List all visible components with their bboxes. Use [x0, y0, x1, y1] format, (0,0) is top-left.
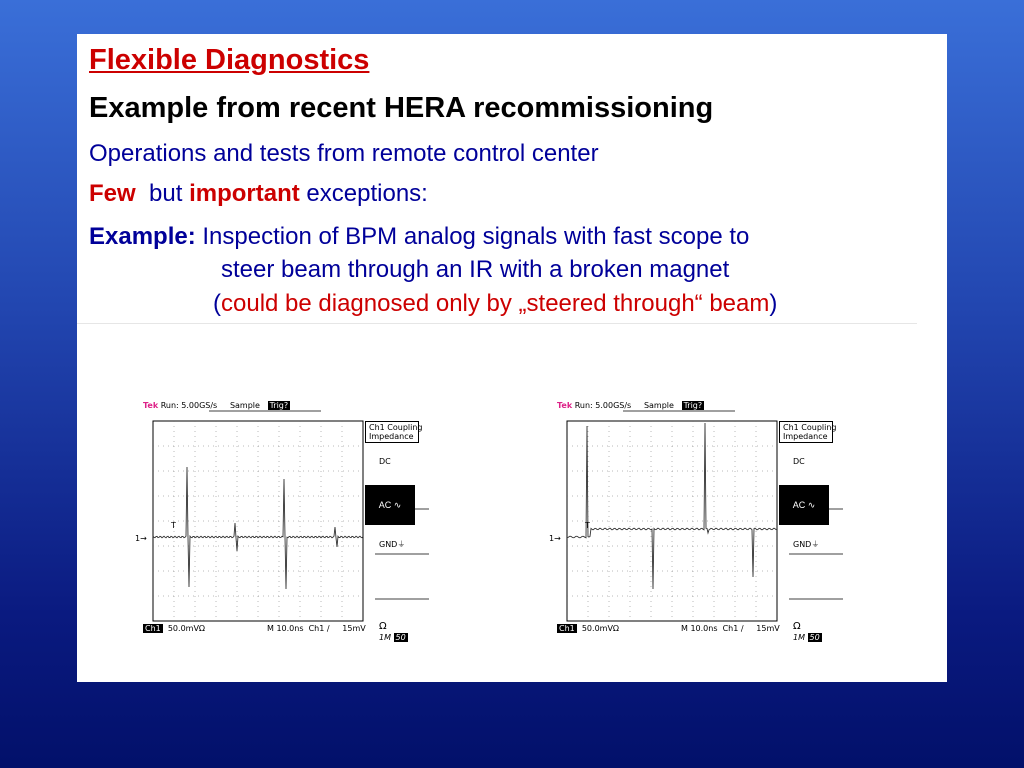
coupling-title: Ch1 Coupling — [369, 423, 423, 432]
gnd-option: GND⏚ — [379, 540, 406, 549]
example-text: Inspection of BPM analog signals with fast scope to — [202, 223, 750, 250]
coupling-header — [365, 421, 423, 443]
trigger-status: Trig? — [683, 401, 703, 410]
impedance-option: 1M 50 — [793, 633, 820, 642]
scope-header — [557, 401, 704, 410]
example-note-text: could be diagnosed only by „steered through“ beam — [221, 290, 770, 317]
divider — [77, 323, 917, 324]
trigger-source: Ch1 ∕ — [722, 624, 744, 633]
word-important: important — [189, 180, 300, 207]
run-rate: Run: 5.00GS/s — [160, 401, 218, 410]
time-per-div: M 10.0ns — [267, 624, 304, 633]
example-note — [213, 290, 777, 318]
coupling-title: Ch1 Coupling — [783, 423, 837, 432]
scope-footer — [557, 624, 619, 633]
trigger-marker: T — [171, 521, 176, 530]
ohm-option: Ω — [379, 621, 387, 632]
example-continuation: steer beam through an IR with a broken magnet — [221, 256, 730, 283]
level-marker: 1→ — [135, 534, 147, 543]
example-label: Example: — [89, 223, 196, 250]
coupling-header — [779, 421, 837, 443]
tek-logo: Tek — [143, 401, 159, 410]
dc-option: DC — [793, 457, 805, 466]
paren-close: ) — [769, 290, 778, 317]
acq-mode: Sample — [643, 401, 674, 410]
bullet-exceptions — [89, 180, 428, 208]
time-per-div: M 10.0ns — [681, 624, 718, 633]
ac-option-selected: AC ∿ — [365, 485, 415, 525]
trigger-level: 15mV — [342, 624, 366, 633]
trigger-status: Trig? — [269, 401, 289, 410]
ohm-option: Ω — [793, 621, 801, 632]
acq-mode: Sample — [229, 401, 260, 410]
gnd-option: GND⏚ — [793, 540, 820, 549]
timebase — [681, 624, 780, 633]
oscilloscope-screen-left — [135, 399, 439, 654]
volts-per-div: 50.0mVΩ — [581, 624, 620, 633]
dc-option: DC — [379, 457, 391, 466]
impedance-title: Impedance — [783, 432, 828, 441]
volts-per-div: 50.0mVΩ — [167, 624, 206, 633]
channel-label: Ch1 — [559, 624, 575, 633]
paren-open: ( — [213, 290, 221, 317]
trigger-marker: T — [585, 521, 590, 530]
word-exceptions: exceptions: — [306, 180, 428, 207]
oscilloscope-screen-right — [549, 399, 853, 654]
ac-option-selected: AC ∿ — [779, 485, 829, 525]
word-few: Few — [89, 180, 136, 207]
slide-title: Flexible Diagnostics — [89, 44, 370, 76]
bullet-operations: Operations and tests from remote control center — [89, 140, 599, 167]
channel-label: Ch1 — [145, 624, 161, 633]
level-marker: 1→ — [549, 534, 561, 543]
scope-footer — [143, 624, 205, 633]
waveform-trace — [153, 467, 363, 589]
trigger-level: 15mV — [756, 624, 780, 633]
timebase — [267, 624, 366, 633]
trigger-source: Ch1 ∕ — [308, 624, 330, 633]
scope-header — [143, 401, 290, 410]
slide-panel — [77, 34, 947, 682]
slide-subtitle: Example from recent HERA recommissioning — [89, 92, 714, 124]
impedance-title: Impedance — [369, 432, 414, 441]
tek-logo: Tek — [557, 401, 573, 410]
run-rate: Run: 5.00GS/s — [574, 401, 632, 410]
bullet-example — [89, 223, 749, 251]
impedance-option: 1M 50 — [379, 633, 406, 642]
word-but: but — [149, 180, 183, 207]
